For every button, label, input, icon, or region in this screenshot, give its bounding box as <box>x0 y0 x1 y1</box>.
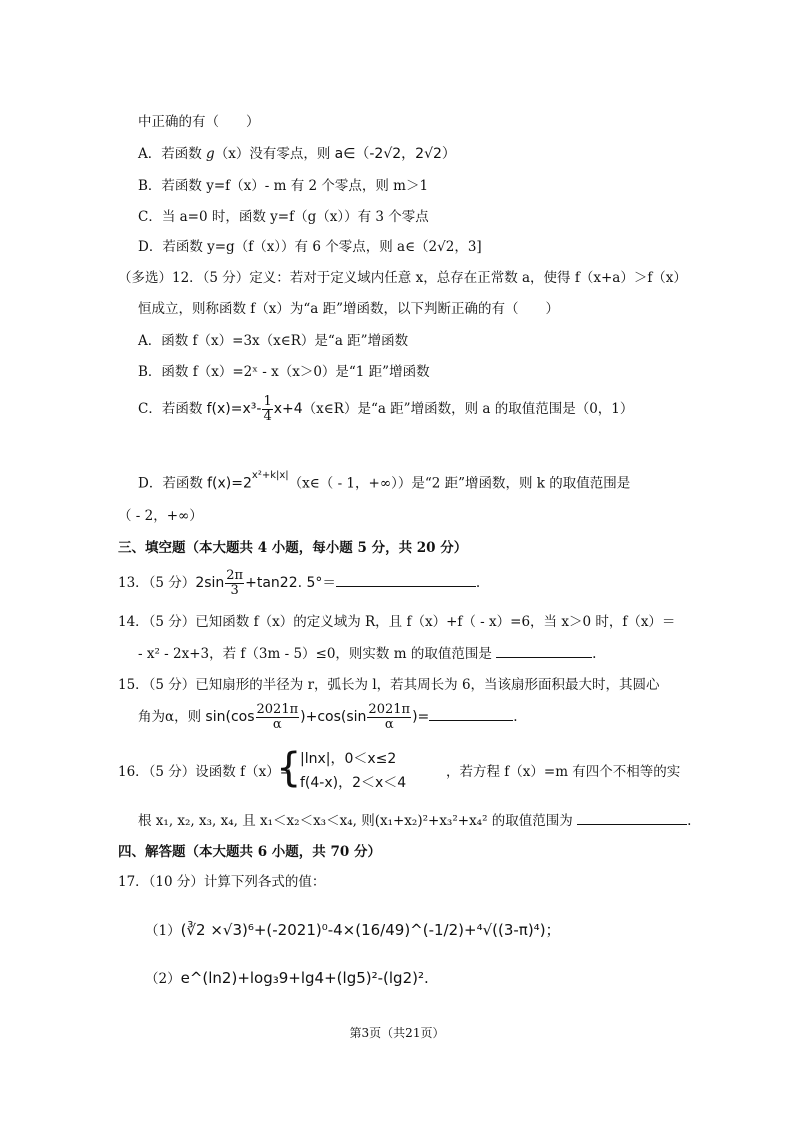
q15-pre: 角为α，则 <box>138 709 206 725</box>
q15-fraction-1 <box>256 703 300 732</box>
q15-expr1: sin(cos <box>205 709 255 725</box>
q17-part2-label: （2） <box>145 971 181 987</box>
q12-option-c-pre: C．若函数 <box>138 401 207 417</box>
q16-post: ，若方程 f（x）=m 有四个不相等的实 <box>446 764 681 780</box>
page-footer: 第3页（共21页） <box>349 1026 445 1040</box>
q14-line2 <box>138 643 596 664</box>
q13-frac-num: 2π <box>226 568 244 583</box>
q15-fraction-2 <box>367 703 411 732</box>
q11-option-a-mid: （x）没有零点，则 <box>214 146 335 162</box>
q13-frac-den: 3 <box>230 583 239 598</box>
q11-option-a-pre: A．若函数 <box>138 146 207 162</box>
section-4-heading: 四、解答题（本大题共 6 小题，共 70 分） <box>118 844 381 860</box>
q16-answer-blank[interactable] <box>577 810 687 825</box>
q13-expr2: +tan22. 5° <box>245 575 323 591</box>
q15-expr3: )= <box>412 709 430 725</box>
q14-answer-blank[interactable] <box>496 643 592 658</box>
q16-brace: { <box>276 745 302 791</box>
q12-option-c-fx: f(x)=x³- <box>206 401 262 417</box>
q12-stem-line1: （多选）12．（5 分）定义：若对于定义域内任意 x，总存在正常数 a，使得 f（x+a）＞f（x） <box>118 270 687 286</box>
q12-option-c-fx2: x+4 <box>273 401 303 417</box>
q12-option-c-frac-num: 1 <box>263 394 272 409</box>
q17-part2 <box>145 968 429 989</box>
q16-line2 <box>138 810 691 831</box>
q12-option-d-tail2: （ - 2，+∞） <box>118 508 203 524</box>
q15-frac1-num: 2021π <box>256 702 299 717</box>
q17-part1-label: （1） <box>145 923 181 939</box>
q11-option-d: D．若函数 y=g（f（x））有 6 个零点，则 a∈（2√2，3] <box>138 239 482 255</box>
q12-option-b: B．函数 f（x）=2ˣ - x（x＞0）是“1 距”增函数 <box>138 364 430 380</box>
q11-option-a <box>138 144 456 164</box>
q17-stem: 17．（10 分）计算下列各式的值： <box>118 874 326 890</box>
q13-answer-blank[interactable] <box>336 572 476 587</box>
q11-stem-tail: 中正确的有（ ） <box>138 114 260 130</box>
q14-end: . <box>592 646 597 662</box>
section-3-heading: 三、填空题（本大题共 4 小题，每小题 5 分，共 20 分） <box>118 540 468 556</box>
q13-end: . <box>475 575 481 591</box>
q13-expr1: 2sin <box>195 575 225 591</box>
q11-option-a-range: a∈（-2√2，2√2） <box>334 146 456 162</box>
q16-case2: f(4-x)，2＜x＜4 <box>300 775 407 791</box>
q15-frac2-den: α <box>384 717 394 732</box>
q12-option-c-fraction <box>262 395 272 424</box>
q15-frac1-den: α <box>272 717 282 732</box>
q17-part2-expression: e^(ln2)+log₃9+lg4+(lg5)²-(lg2)². <box>180 969 429 987</box>
q12-option-c <box>138 392 633 426</box>
q12-option-d-tail: （x∈（ - 1，+∞））是“2 距”增函数，则 k 的取值范围是 <box>288 475 631 492</box>
q13-eq: ＝ <box>322 575 336 591</box>
q12-option-d-exponent: x²+k|x| <box>251 470 289 481</box>
q12-option-c-frac-den: 4 <box>263 409 272 424</box>
q16-case1: |lnx|，0＜x≤2 <box>300 751 397 767</box>
q17-part1-expression: (∛2 ×√3)⁶+(-2021)⁰-4×(16/49)^(-1/2)+⁴√((3-π)⁴)； <box>180 921 561 939</box>
q15-line2 <box>138 700 518 734</box>
q15-line1: 15．（5 分）已知扇形的半径为 r，弧长为 l，若其周长为 6，当该扇形面积最大时，其圆心 <box>118 677 660 693</box>
q15-end: . <box>513 709 518 725</box>
q13 <box>118 566 480 600</box>
q12-option-c-tail: （x∈R）是“a 距”增函数，则 a 的取值范围是（0，1） <box>302 401 634 417</box>
q16-pre: 16．（5 分）设函数 f（x）= <box>118 764 292 780</box>
q11-option-c: C．当 a=0 时，函数 y=f（g（x））有 3 个零点 <box>138 209 429 225</box>
q15-answer-blank[interactable] <box>429 706 513 721</box>
q14-line1: 14．（5 分）已知函数 f（x）的定义域为 R，且 f（x）+f（ - x）=6，当 x＞0 时，f（x）＝ <box>118 614 676 630</box>
q16-line2-text: 根 x₁, x₂, x₃, x₄, 且 x₁＜x₂＜x₃＜x₄, 则(x₁+x₂)²+x₃²+x₄² 的取值范围为 <box>138 813 573 829</box>
q13-fraction <box>225 569 244 598</box>
q15-frac2-num: 2021π <box>368 702 411 717</box>
q13-pre: 13．（5 分） <box>118 575 196 591</box>
q11-option-b: B．若函数 y=f（x）- m 有 2 个零点，则 m＞1 <box>138 178 429 194</box>
q11-option-a-g: g <box>206 146 215 162</box>
q12-stem-line2: 恒成立，则称函数 f（x）为“a 距”增函数，以下判断正确的有（ ） <box>138 301 560 317</box>
q16-end: . <box>687 813 692 829</box>
q12-option-a: A．函数 f（x）=3x（x∈R）是“a 距”增函数 <box>138 333 409 349</box>
q15-expr2: )+cos(sin <box>300 709 367 725</box>
q12-option-d-pre: D．若函数 <box>138 475 208 492</box>
q12-option-d <box>138 470 630 494</box>
q14-line2-text: - x² - 2x+3，若 f（3m - 5）≤0，则实数 m 的取值范围是 <box>138 646 492 662</box>
q12-option-d-fx: f(x)=2 <box>207 475 252 492</box>
q17-part1 <box>145 920 561 941</box>
